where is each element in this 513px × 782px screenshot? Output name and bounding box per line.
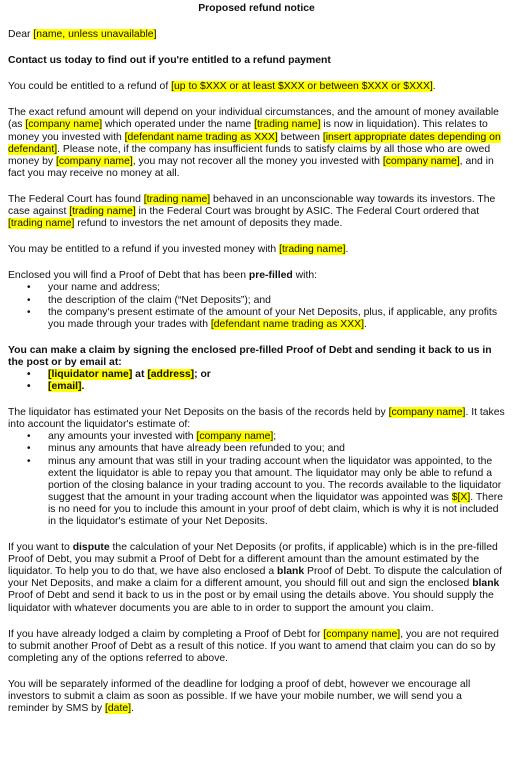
company-name-placeholder: [company name] — [55, 155, 133, 167]
estimated-paragraph: The liquidator has estimated your Net Deposits on the basis of the records held by [company name]. It takes into account the liquidator's estimate of: — [8, 407, 505, 431]
email-placeholder: [email] — [48, 381, 82, 393]
list-item: • any amounts your invested with [company name]; — [48, 431, 505, 443]
defendant-name-placeholder: [defendant name trading as XXX] — [210, 318, 364, 330]
liquidator-name-placeholder: [liquidator name] — [48, 368, 133, 380]
greeting: Dear [name, unless unavailable] — [8, 29, 157, 41]
trading-name-placeholder: [trading name] — [254, 119, 321, 131]
contact-heading: Contact us today to find out if you're entitled to a refund payment — [8, 55, 331, 67]
claim-heading: You can make a claim by signing the enclosed pre-filled Proof of Debt and sending it back to us in the post or by email at: — [8, 344, 492, 368]
document-title: Proposed refund notice — [198, 3, 315, 14]
list-item: • [email]. — [48, 381, 505, 393]
defendant-name-placeholder: [defendant name trading as XXX] — [124, 131, 278, 143]
trading-name-placeholder: [trading name] — [143, 193, 211, 205]
enclosed-intro: Enclosed you will find a Proof of Debt that has been pre-filled with: — [8, 270, 318, 282]
claim-list — [8, 369, 505, 393]
address-placeholder: [address] — [147, 368, 195, 380]
trading-name-placeholder: [trading name] — [69, 206, 136, 218]
list-item: • your name and address; — [48, 282, 505, 294]
list-item: • the description of the claim (“Net Deposits”); and — [48, 295, 505, 307]
trading-name-placeholder: [trading name] — [279, 244, 346, 256]
federal-court-paragraph: The Federal Court has found [trading name] behaved in an unconscionable way towards its investors. The case against [trading name] in the Federal Court was brought by ASIC. The Federal Court ordered that [trading name] refund to investors the net amount of deposits they made. — [8, 193, 496, 230]
trading-name-placeholder: [trading name] — [8, 218, 75, 230]
enclosed-list — [8, 282, 505, 330]
company-name-placeholder: [company name] — [388, 407, 466, 419]
company-name-placeholder: [company name] — [382, 155, 460, 167]
invested-paragraph: You may be entitled to a refund if you invested money with [trading name]. — [8, 244, 349, 256]
list-item: • minus any amounts that have already been refunded to you; and — [48, 443, 505, 455]
list-item: • minus any amount that was still in your trading account when the liquidator was appointed, to the extent the liquidator is able to repay you that amount. The liquidator may only be able to refund a portion of the closing balance in your trading account to you. The records available to the liquidator suggest that the amount in your trading account when the liquidator was appointed was $[X]. There is no need for you to include this amount in your proof of debt claim, which is why it is not included in the liquidator's estimate of your Net Deposits. — [48, 456, 505, 529]
dates-placeholder: [insert appropriate dates depending on defendant] — [8, 131, 501, 155]
list-item: • [liquidator name] at [address]; or — [48, 369, 505, 381]
name-placeholder: [name, unless unavailable] — [33, 29, 157, 41]
list-item: • the company's present estimate of the amount of your Net Deposits, plus, if applicable, any profits you made through your trades with [defendant name trading as XXX]. — [48, 307, 505, 331]
already-lodged-paragraph: If you have already lodged a claim by completing a Proof of Debt for [company name], you are not required to submit another Proof of Debt as a result of this notice. If you want to amend that claim you can do so by completing any of the options referred to above. — [8, 628, 499, 664]
company-name-placeholder: [company name] — [196, 431, 274, 443]
dispute-paragraph: If you want to dispute the calculation of your Net Deposits (or profits, if applicable) which is in the pre-filled Proof of Debt, you may submit a Proof of Debt for a different amount than the amount estimated by the liquidator. To help you to do that, we have also enclosed a blank Proof of Debt. To dispute the calculation of your Net Deposits, and make a claim for a different amount, you should fill out and sign the enclosed blank Proof of Debt and send it back to us in the post or by email using the details above. You should supply the liquidator with whatever documents you are able to in order to support the amount you claim. — [8, 542, 503, 614]
amount-x-placeholder: $[X] — [451, 491, 471, 503]
date-placeholder: [date] — [105, 703, 132, 715]
exact-amount-paragraph: The exact refund amount will depend on your individual circumstances, and the amount of money available (as [company name] which operated under the name [trading name] is now in liquidation). This relates to money you invested with [defendant name trading as XXX] between [insert appropriate dates depending on defendant]. Please note, if the company has insufficient funds to satisfy claims by all those who are owed money by [company name], you may not recover all the money you invested with [company name], and in fact you may receive no money at all. — [8, 107, 501, 179]
company-name-placeholder: [company name] — [323, 628, 401, 640]
amount-placeholder: [up to $XXX or at least $XXX or between $XXX or $XXX] — [171, 81, 433, 93]
estimate-list — [8, 431, 505, 528]
company-name-placeholder: [company name] — [25, 119, 103, 131]
entitled-paragraph: You could be entitled to a refund of [up to $XXX or at least $XXX or between $XXX or $XXX]. — [8, 81, 436, 93]
deadline-paragraph: You will be separately informed of the deadline for lodging a proof of debt, however we encourage all investors to submit a claim as soon as possible. If we have your mobile number, we will send you a reminder by SMS by [date]. — [8, 678, 471, 715]
